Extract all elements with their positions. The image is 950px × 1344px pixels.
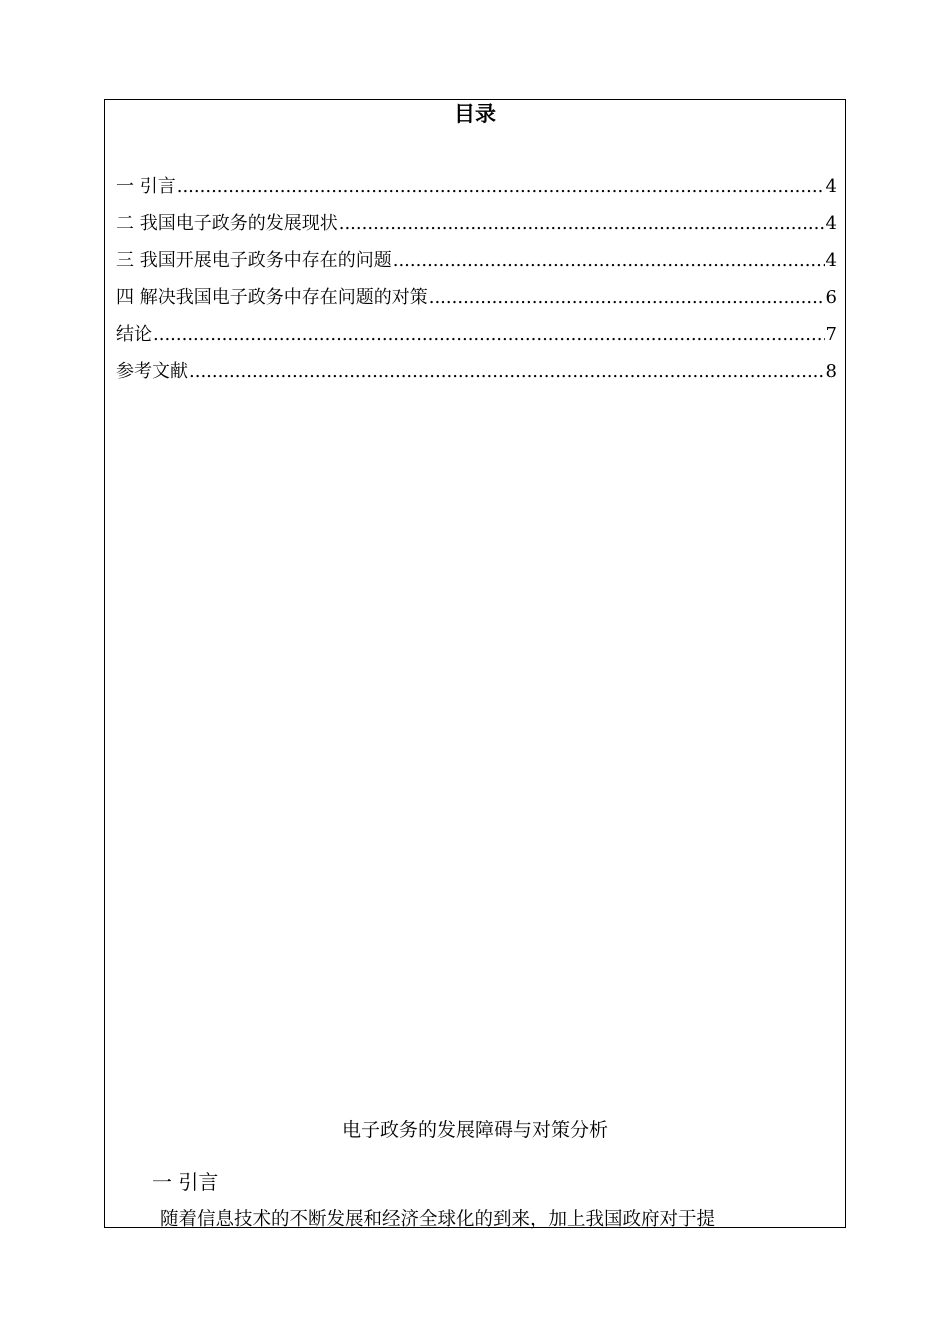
toc-list: [116, 172, 837, 394]
toc-entry-page: 6: [825, 287, 837, 308]
toc-entry-page: 8: [825, 361, 837, 382]
toc-leader-dots: [393, 250, 825, 271]
toc-entry-page: 4: [825, 213, 837, 234]
toc-entry-text: 三 我国开展电子政务中存在的问题: [116, 250, 392, 271]
toc-leader-dots: [153, 324, 825, 345]
paragraph-text: 随着信息技术的不断发展和经济全球化的到来，加上我国政府对于提: [160, 1209, 716, 1230]
toc-entry[interactable]: [116, 357, 837, 394]
toc-leader-dots: [339, 213, 825, 234]
toc-entry-text: 四 解决我国电子政务中存在问题的对策: [116, 287, 428, 308]
section-heading: 一 引言: [152, 1170, 219, 1194]
toc-entry-text: 一 引言: [116, 176, 176, 197]
document-title: 电子政务的发展障碍与对策分析: [341, 1119, 608, 1141]
toc-entry-text: 参考文献: [116, 361, 188, 382]
toc-leader-dots: [189, 361, 825, 382]
toc-title: 目录: [454, 102, 496, 126]
toc-entry[interactable]: [116, 172, 837, 209]
toc-entry-text: 二 我国电子政务的发展现状: [116, 213, 338, 234]
toc-entry[interactable]: [116, 283, 837, 320]
toc-entry-page: 7: [825, 324, 837, 345]
toc-entry[interactable]: [116, 246, 837, 283]
toc-entry-page: 4: [825, 176, 837, 197]
page-frame: [104, 99, 846, 1228]
toc-entry[interactable]: [116, 209, 837, 246]
toc-entry-text: 结论: [116, 324, 152, 345]
toc-entry[interactable]: [116, 320, 837, 357]
toc-leader-dots: [177, 176, 825, 197]
toc-entry-page: 4: [825, 250, 837, 271]
toc-leader-dots: [429, 287, 825, 308]
